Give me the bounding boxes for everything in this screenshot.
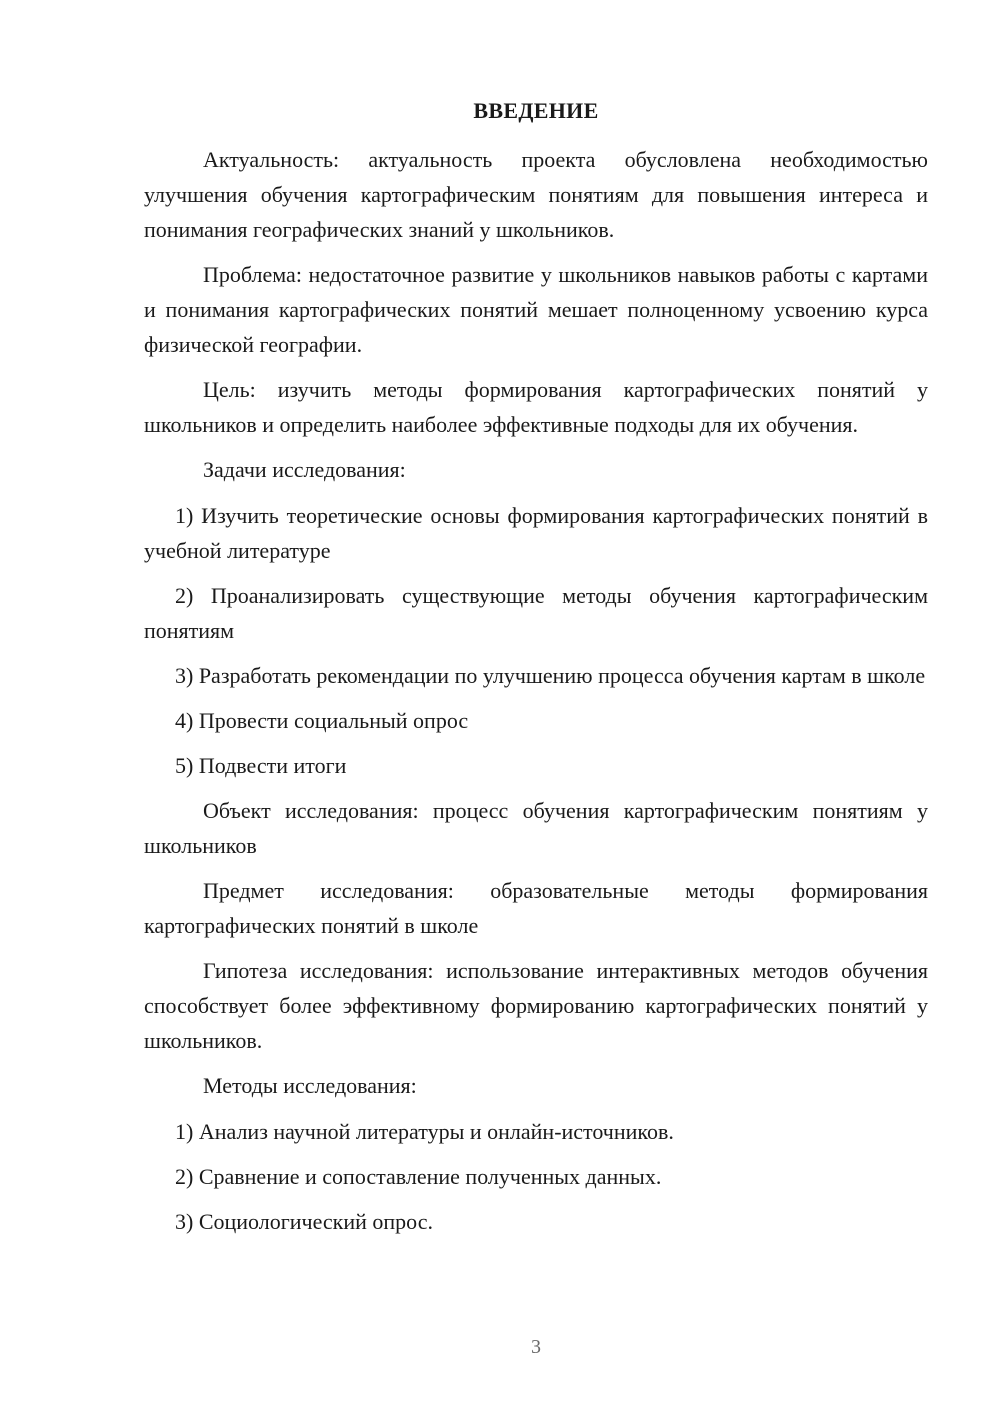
task-item-3: 3) Разработать рекомендации по улучшению процесса обучения картам в школе bbox=[175, 663, 926, 688]
relevance-paragraph: Актуальность: актуальность проекта обусловлена необходимостью улучшения обучения картографическим понятиям для повышения интереса и понимания географических знаний у школьников. bbox=[144, 147, 928, 242]
subject-paragraph: Предмет исследования: образовательные методы формирования картографических понятий в школе bbox=[144, 878, 928, 938]
method-item-1: 1) Анализ научной литературы и онлайн-источников. bbox=[175, 1119, 674, 1144]
method-item-2: 2) Сравнение и сопоставление полученных данных. bbox=[175, 1164, 662, 1189]
page-number: 3 bbox=[531, 1336, 541, 1358]
methods-heading: Методы исследования: bbox=[203, 1073, 417, 1098]
tasks-heading: Задачи исследования: bbox=[203, 457, 406, 482]
task-item-4: 4) Провести социальный опрос bbox=[175, 708, 469, 733]
method-item-3: 3) Социологический опрос. bbox=[175, 1209, 433, 1234]
document-body bbox=[144, 142, 928, 1249]
task-item-2: 2) Проанализировать существующие методы обучения картографическим понятиям bbox=[144, 583, 928, 643]
problem-paragraph: Проблема: недостаточное развитие у школьников навыков работы с картами и понимания картографических понятий мешает полноценному усвоению курса физической географии. bbox=[144, 262, 928, 357]
task-item-1: 1) Изучить теоретические основы формирования картографических понятий в учебной литературе bbox=[144, 503, 928, 563]
object-paragraph: Объект исследования: процесс обучения картографическим понятиям у школьников bbox=[144, 798, 928, 858]
task-item-5: 5) Подвести итоги bbox=[175, 753, 347, 778]
section-title: ВВЕДЕНИЕ bbox=[473, 98, 599, 123]
hypothesis-paragraph: Гипотеза исследования: использование интерактивных методов обучения способствует более эффективному формированию картографических понятий у школьников. bbox=[144, 958, 928, 1053]
goal-paragraph: Цель: изучить методы формирования картографических понятий у школьников и определить наиболее эффективные подходы для их обучения. bbox=[144, 377, 928, 437]
